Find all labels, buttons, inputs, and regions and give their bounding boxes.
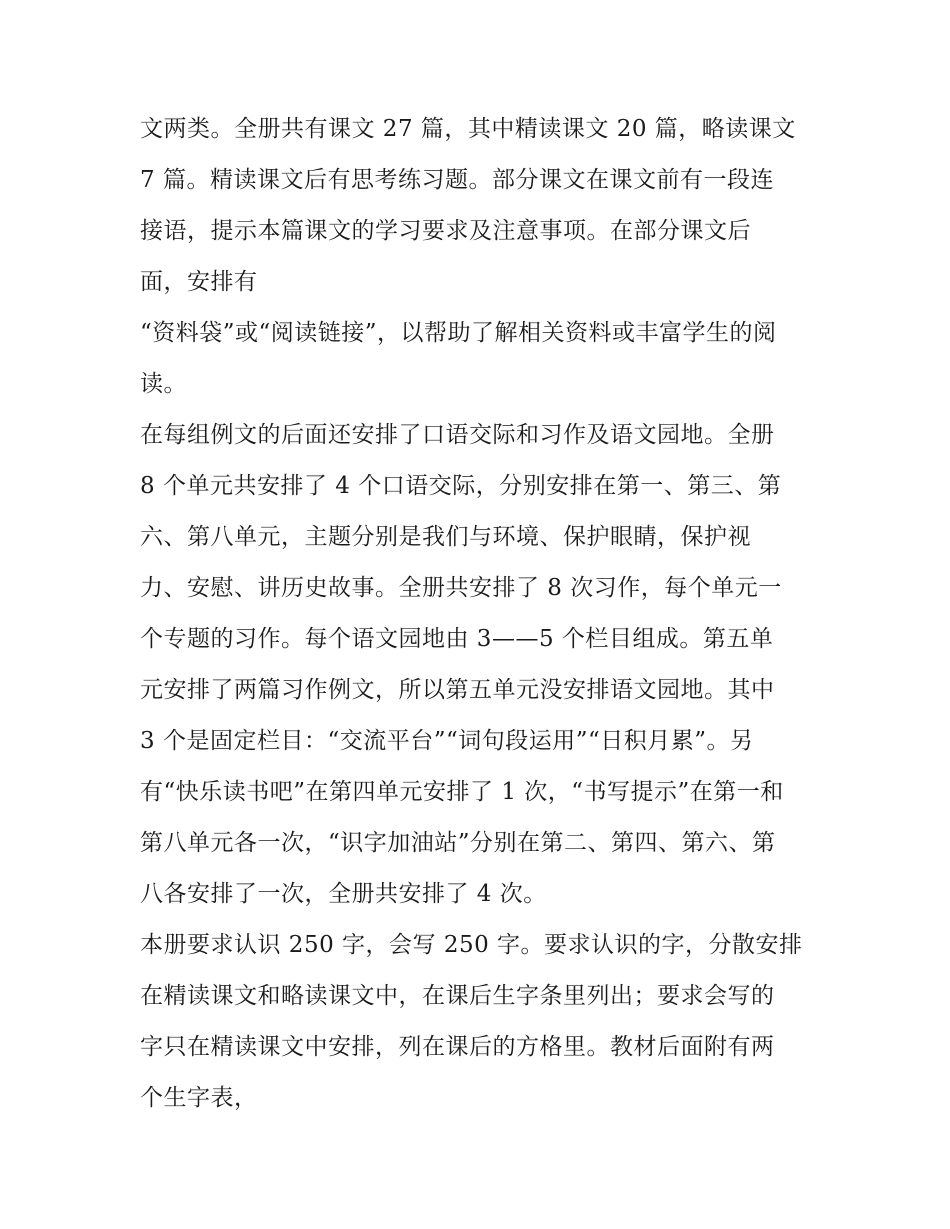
text-line: 在精读课文和略读课文中，在课后生字条里列出；要求会写的 <box>140 983 775 1009</box>
text-line: 接语，提示本篇课文的学习要求及注意事项。在部分课文后 <box>140 218 751 244</box>
text-line: 有“快乐读书吧”在第四单元安排了 1 次，“书写提示”在第一和 <box>140 779 784 805</box>
text-line: 个专题的习作。每个语文园地由 3——5 个栏目组成。第五单 <box>140 626 774 652</box>
document-body <box>140 104 820 1124</box>
text-line: 个生字表， <box>140 1085 258 1111</box>
text-line: 在每组例文的后面还安排了口语交际和习作及语文园地。全册 <box>140 422 775 448</box>
text-line: 元安排了两篇习作例文，所以第五单元没安排语文园地。其中 <box>140 677 775 703</box>
text-line: 8 个单元共安排了 4 个口语交际，分别安排在第一、第三、第 <box>140 473 782 499</box>
text-line: 读。 <box>140 371 187 397</box>
text-line: 字只在精读课文中安排，列在课后的方格里。教材后面附有两 <box>140 1034 775 1060</box>
text-line: “资料袋”或“阅读链接”，以帮助了解相关资料或丰富学生的阅 <box>140 320 777 346</box>
text-line: 第八单元各一次，“识字加油站”分别在第二、第四、第六、第 <box>140 830 776 856</box>
text-line: 本册要求认识 250 字，会写 250 字。要求认识的字，分散安排 <box>140 932 803 958</box>
text-line: 7 篇。精读课文后有思考练习题。部分课文在课文前有一段连 <box>140 167 774 193</box>
text-line: 面，安排有 <box>140 269 258 295</box>
text-line: 3 个是固定栏目：“交流平台”“词句段运用”“日积月累”。另 <box>140 728 754 754</box>
text-line: 文两类。全册共有课文 27 篇，其中精读课文 20 篇，略读课文 <box>140 116 796 142</box>
text-line: 六、第八单元，主题分别是我们与环境、保护眼睛，保护视 <box>140 524 751 550</box>
text-line: 八各安排了一次，全册共安排了 4 次。 <box>140 881 547 907</box>
text-line: 力、安慰、讲历史故事。全册共安排了 8 次习作，每个单元一 <box>140 575 782 601</box>
